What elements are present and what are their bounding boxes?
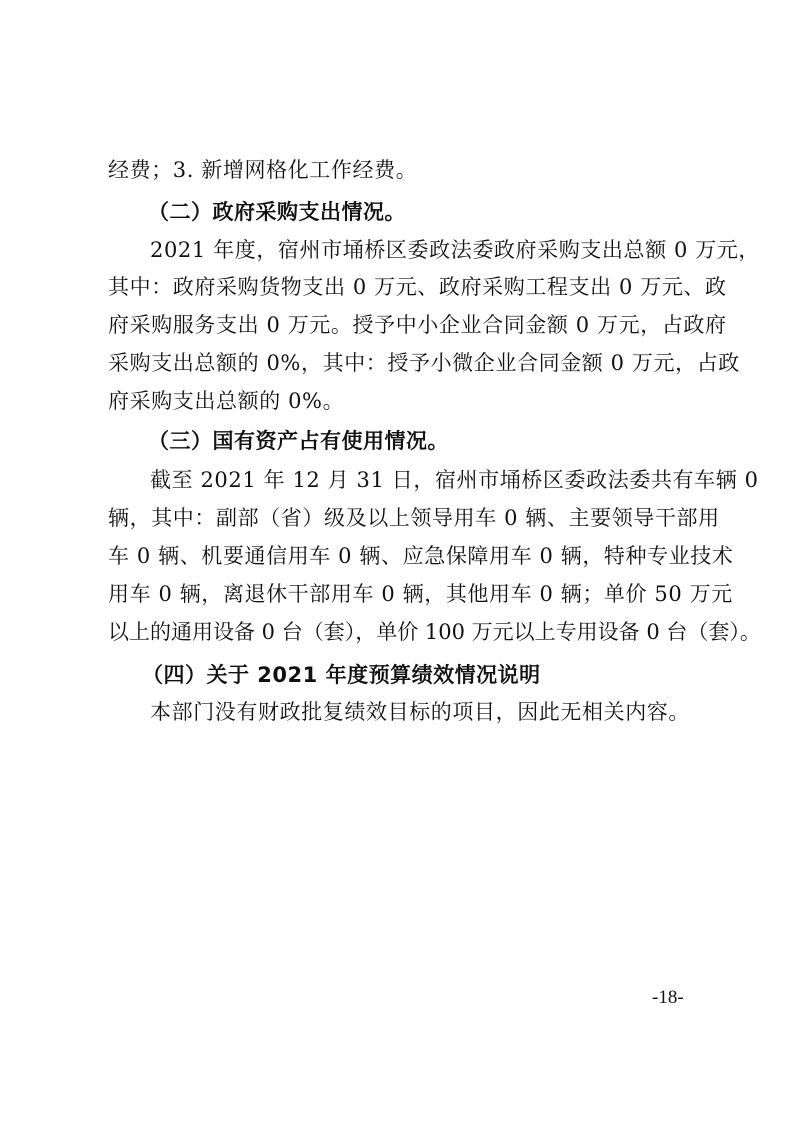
paragraph-line: 其中：政府采购货物支出 0 万元、政府采购工程支出 0 万元、政 (108, 275, 727, 299)
paragraph-line: 府采购支出总额的 0%。 (108, 389, 345, 413)
paragraph-line: 车 0 辆、机要通信用车 0 辆、应急保障用车 0 辆，特种专业技术 (108, 544, 734, 568)
section-heading-procurement: （二）政府采购支出情况。 (148, 200, 406, 224)
paragraph-line: 采购支出总额的 0%，其中：授予小微企业合同金额 0 万元，占政 (108, 351, 740, 375)
paragraph-line: 以上的通用设备 0 台（套），单价 100 万元以上专用设备 0 台（套）。 (108, 620, 761, 644)
paragraph-line: 辆，其中：副部（省）级及以上领导用车 0 辆、主要领导干部用 (108, 506, 720, 530)
paragraph-line: 经费；3. 新增网格化工作经费。 (108, 158, 418, 182)
paragraph-line: 2021 年度，宿州市埇桥区委政法委政府采购支出总额 0 万元， (150, 238, 761, 262)
paragraph-line: 府采购服务支出 0 万元。授予中小企业合同金额 0 万元，占政府 (108, 313, 727, 337)
page-number: -18- (652, 987, 684, 1008)
section-heading-performance: （四）关于 2021 年度预算绩效情况说明 (142, 663, 541, 687)
paragraph-line: 用车 0 辆，离退休干部用车 0 辆，其他用车 0 辆；单价 50 万元 (108, 582, 733, 606)
paragraph-line: 本部门没有财政批复绩效目标的项目，因此无相关内容。 (150, 700, 690, 724)
section-heading-assets: （三）国有资产占有使用情况。 (148, 429, 449, 453)
paragraph-line: 截至 2021 年 12 月 31 日，宿州市埇桥区委政法委共有车辆 0 (150, 468, 759, 492)
